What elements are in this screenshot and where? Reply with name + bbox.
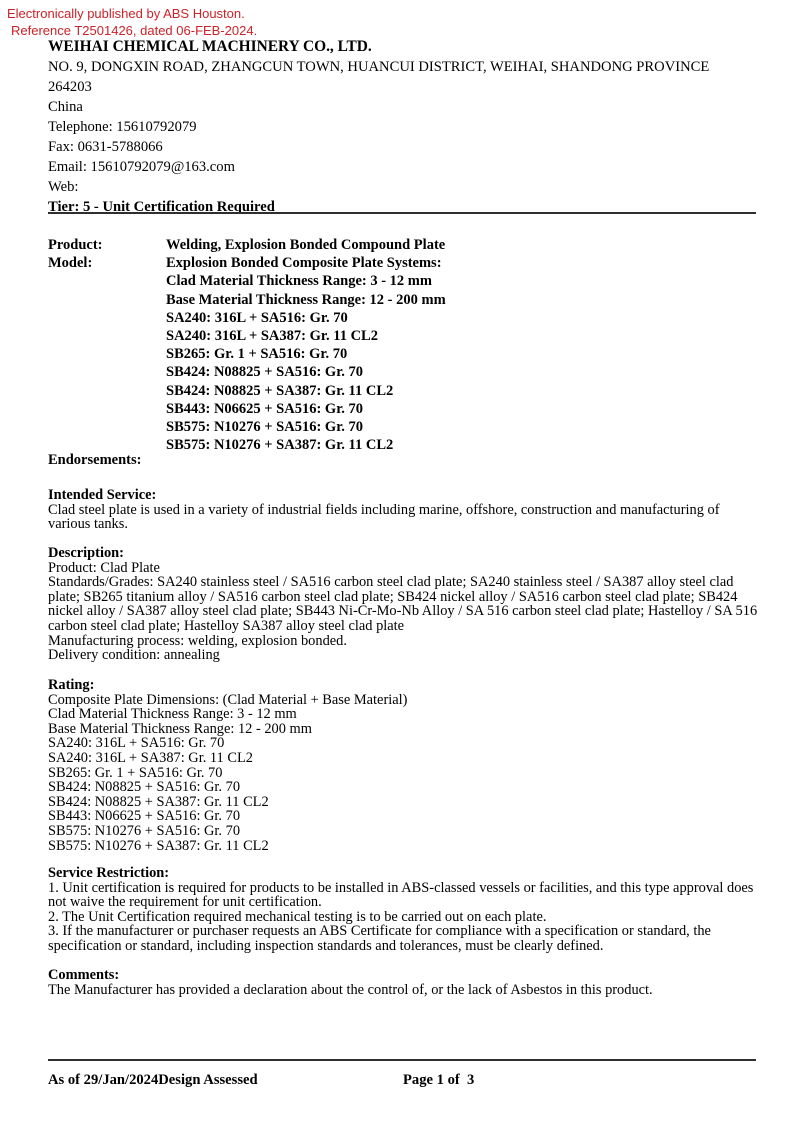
rating-line: SB443: N06625 + SA516: Gr. 70 — [48, 808, 241, 825]
rating-line: SA240: 316L + SA387: Gr. 11 CL2 — [48, 749, 253, 766]
description-standards: Standards/Grades: SA240 stainless steel / SA516 carbon steel clad plate; SA240 stainless steel / SA387 alloy steel clad plate; SB265 titanium alloy / SA516 carbon steel clad plate; SB424 nickel alloy / SA516 carbon steel clad plate; SB424 nickel alloy / SA387 alloy steel clad plate; SB443 Ni-Cr-Mo-Nb Alloy / SA 516 carbon steel clad plate; Hastelloy / SA 516 carbon steel clad plate; Hastelloy SA387 alloy steel clad plate — [48, 574, 758, 634]
company-telephone: Telephone: 15610792079 — [48, 119, 197, 135]
company-email: Email: 15610792079@163.com — [48, 159, 235, 175]
company-fax: Fax: 0631-5788066 — [48, 139, 163, 155]
service-restriction-item: 3. If the manufacturer or purchaser requests an ABS Certificate for compliance with a specification or standard, the specification or standard, including inspection standards and tolerances, must be clearly defined. — [48, 923, 711, 954]
model-line: SB575: N10276 + SA387: Gr. 11 CL2 — [166, 437, 394, 454]
description-product-line: Product: Clad Plate — [48, 559, 160, 576]
description-delivery: Delivery condition: annealing — [48, 647, 220, 664]
company-address-line1: NO. 9, DONGXIN ROAD, ZHANGCUN TOWN, HUANCUI DISTRICT, WEIHAI, SHANDONG PROVINCE — [48, 59, 710, 75]
company-contact-block — [48, 37, 760, 217]
model-line: Explosion Bonded Composite Plate Systems: — [166, 255, 442, 272]
company-name: WEIHAI CHEMICAL MACHINERY CO., LTD. — [48, 38, 372, 55]
rating-line: Composite Plate Dimensions: (Clad Material + Base Material) — [48, 691, 408, 708]
stamp-published-line: Electronically published by ABS Houston. — [7, 6, 245, 21]
service-restriction-item: 2. The Unit Certification required mechanical testing is to be carried out on each plate. — [48, 908, 547, 925]
model-label: Model: — [48, 255, 93, 272]
company-web: Web: — [48, 179, 79, 195]
model-line: Clad Material Thickness Range: 3 - 12 mm — [166, 273, 432, 290]
intended-service-body: Clad steel plate is used in a variety of industrial fields including marine, offshore, construction and manufacturing of various tanks. — [48, 501, 720, 533]
model-line: SB265: Gr. 1 + SA516: Gr. 70 — [166, 346, 348, 363]
tier-line: Tier: 5 - Unit Certification Required — [48, 199, 275, 215]
rating-section — [48, 678, 760, 853]
footer-assessment-date: As of 29/Jan/2024Design Assessed — [48, 1072, 258, 1088]
rating-heading: Rating: — [48, 677, 95, 693]
comments-heading: Comments: — [48, 967, 120, 983]
rating-line: Clad Material Thickness Range: 3 - 12 mm — [48, 706, 297, 723]
service-restriction-item: 1. Unit certification is required for products to be installed in ABS-classed vessels or facilities, and this type approval does not waive the requirement for unit certification. — [48, 879, 754, 911]
service-restriction-heading: Service Restriction: — [48, 865, 170, 881]
rating-line: SB575: N10276 + SA516: Gr. 70 — [48, 822, 241, 839]
product-model-values — [166, 236, 756, 454]
model-line: SA240: 316L + SA516: Gr. 70 — [166, 309, 348, 326]
description-section — [48, 546, 760, 663]
intended-service-section — [48, 488, 760, 532]
comments-body: The Manufacturer has provided a declaration about the control of, or the lack of Asbestos in this product. — [48, 981, 653, 998]
rating-line: Base Material Thickness Range: 12 - 200 mm — [48, 720, 312, 737]
electronic-publication-stamp — [7, 5, 257, 39]
company-country: China — [48, 99, 83, 115]
rating-line: SB424: N08825 + SA387: Gr. 11 CL2 — [48, 793, 269, 810]
service-restriction-section — [48, 866, 760, 954]
rating-line: SB424: N08825 + SA516: Gr. 70 — [48, 779, 241, 796]
intended-service-heading: Intended Service: — [48, 487, 157, 503]
endorsements-label: Endorsements: — [48, 452, 142, 468]
stamp-reference-line: Reference T2501426, dated 06-FEB-2024. — [11, 23, 258, 38]
footer-page-number: Page 1 of 3 — [403, 1072, 475, 1088]
header-divider — [48, 212, 756, 214]
product-label: Product: — [48, 237, 103, 253]
product-value: Welding, Explosion Bonded Compound Plate — [166, 237, 446, 253]
model-line: SB424: N08825 + SA387: Gr. 11 CL2 — [166, 382, 394, 399]
model-line: SB443: N06625 + SA516: Gr. 70 — [166, 400, 364, 417]
rating-line: SB575: N10276 + SA387: Gr. 11 CL2 — [48, 837, 269, 854]
footer-divider — [48, 1059, 756, 1061]
product-model-labels — [48, 236, 103, 272]
company-address-line2: 264203 — [48, 79, 92, 95]
model-line: SB575: N10276 + SA516: Gr. 70 — [166, 419, 364, 436]
description-heading: Description: — [48, 545, 124, 561]
description-manufacturing: Manufacturing process: welding, explosion bonded. — [48, 632, 347, 649]
model-line: SA240: 316L + SA387: Gr. 11 CL2 — [166, 328, 378, 345]
model-line: Base Material Thickness Range: 12 - 200 mm — [166, 291, 446, 308]
comments-section — [48, 968, 760, 997]
model-line: SB424: N08825 + SA516: Gr. 70 — [166, 364, 364, 381]
rating-line: SB265: Gr. 1 + SA516: Gr. 70 — [48, 764, 223, 781]
rating-line: SA240: 316L + SA516: Gr. 70 — [48, 735, 225, 752]
